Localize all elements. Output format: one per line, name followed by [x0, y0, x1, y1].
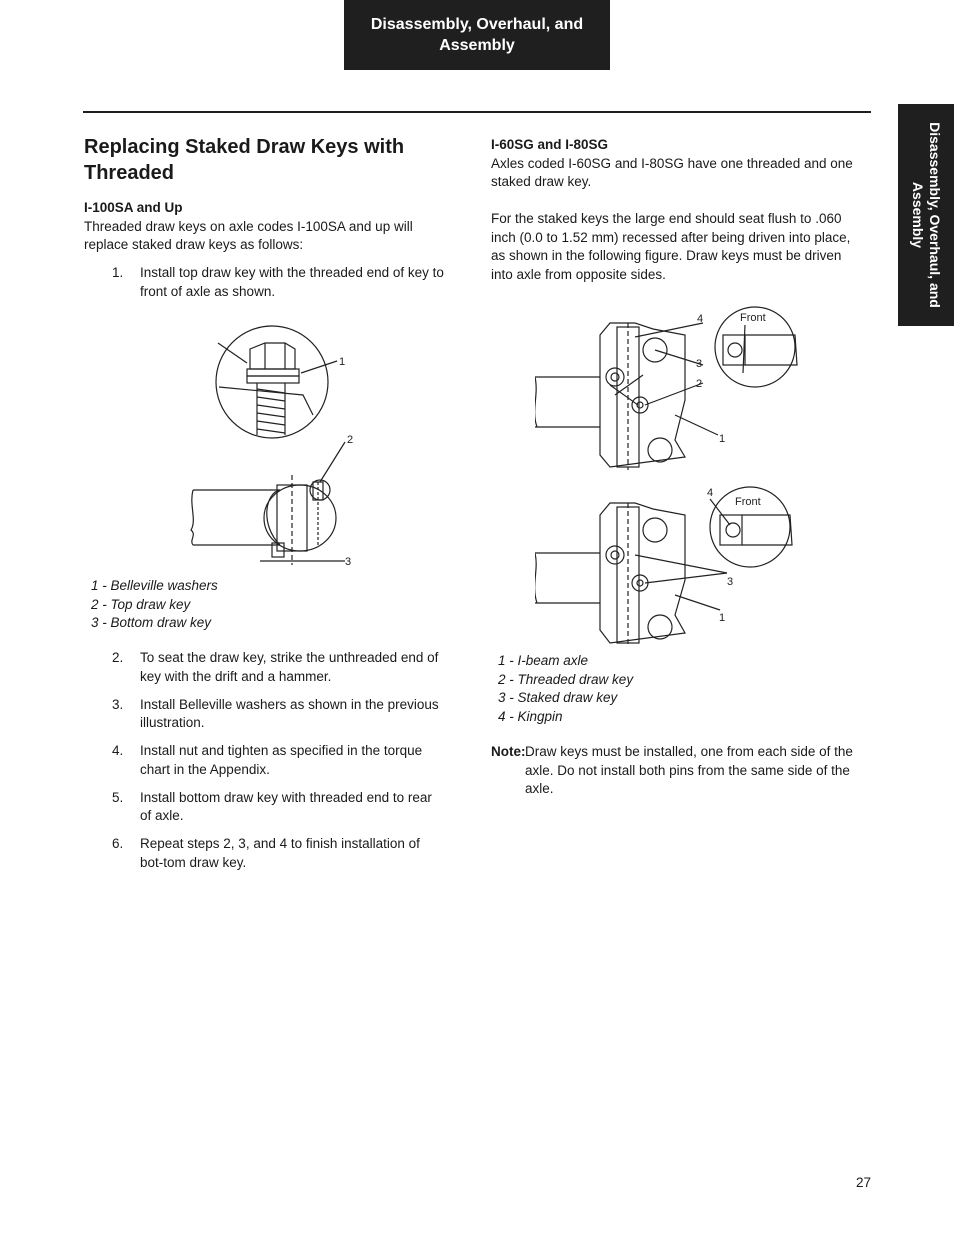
page-number: 27: [856, 1175, 872, 1190]
step-6: [84, 835, 444, 872]
step-number: 1.: [112, 265, 124, 280]
step-number: 3.: [112, 696, 124, 712]
subhead-i100sa: I-100SA and Up: [84, 200, 183, 215]
callout-2: 2: [696, 378, 703, 390]
label-front: Front: [735, 496, 761, 508]
callout-4: 4: [697, 313, 704, 325]
legend-item: 2 - Top draw key: [91, 596, 191, 612]
step-text: Install bottom draw key with threaded end to rear of axle.: [140, 789, 432, 823]
right-column: [491, 136, 853, 284]
callout-1: 1: [719, 433, 726, 445]
note-block: [491, 743, 853, 799]
figure-threaded-draw-key: [185, 325, 365, 570]
step-5: [84, 789, 444, 826]
page-title: Replacing Staked Draw Keys with Threaded: [84, 136, 405, 184]
step-text: Install Belleville washers as shown in the previous illustration.: [140, 696, 439, 730]
legend-item: 1 - Belleville washers: [91, 578, 218, 593]
legend-item: 2 - Threaded draw key: [498, 671, 634, 687]
note-label: Note:: [491, 744, 526, 759]
callout-4: 4: [707, 487, 714, 499]
subhead-i60sg: I-60SG and I-80SG: [491, 137, 609, 152]
side-section-tab: [898, 104, 954, 326]
legend-item: 3 - Bottom draw key: [91, 615, 212, 630]
paragraph-staked-keys: For the staked keys the large end should seat flush to .060 inch (0.0 to 1.52 mm) recessed after being driven into place, as shown in the following figure. Draw keys must be driven into axle from opposite sides.: [491, 211, 851, 282]
step-text: To seat the draw key, strike the unthreaded end of key with the drift and a hammer.: [140, 650, 439, 684]
legend-item: 1 - I-beam axle: [498, 653, 589, 668]
header-section-tab: Disassembly, Overhaul, and Assembly: [344, 0, 610, 70]
left-legend: [91, 577, 391, 633]
legend-item: 4 - Kingpin: [498, 708, 563, 724]
callout-3: 3: [727, 576, 734, 588]
step-text: Install nut and tighten as specified in the torque chart in the Appendix.: [140, 743, 423, 777]
side-tab-label: Disassembly, Overhaul, and Assembly: [910, 122, 943, 308]
right-legend: [498, 652, 798, 726]
header-rule: [83, 111, 871, 113]
step-text: Repeat steps 2, 3, and 4 to finish installation of bot-tom draw key.: [140, 836, 420, 870]
label-front: Front: [740, 312, 766, 324]
step-list-1: [84, 264, 444, 301]
step-number: 2.: [112, 650, 124, 665]
callout-2: 2: [347, 434, 354, 446]
callout-1: 1: [719, 612, 726, 624]
step-2: [84, 649, 444, 686]
step-number: 6.: [112, 836, 124, 851]
left-steps-continued: [84, 649, 444, 882]
legend-item: 3 - Staked draw key: [498, 690, 618, 705]
figure-staked-key-bottom: [535, 485, 805, 655]
left-column: [84, 134, 444, 311]
figure-staked-key-top: [535, 305, 805, 475]
callout-3: 3: [696, 358, 703, 370]
paragraph-coded: Axles coded I-60SG and I-80SG have one threaded and one staked draw key.: [491, 155, 853, 189]
step-number: 4.: [112, 743, 124, 758]
step-number: 5.: [112, 789, 124, 805]
callout-3: 3: [345, 556, 352, 568]
step-4: [84, 742, 444, 779]
intro-paragraph: Threaded draw keys on axle codes I-100SA and up will replace staked draw keys as follows:: [84, 218, 413, 252]
step-1: [84, 264, 444, 301]
step-text: Install top draw key with the threaded end of key to front of axle as shown.: [140, 265, 444, 299]
note-text: Draw keys must be installed, one from each side of the axle. Do not install both pins from the same side of the axle.: [525, 744, 853, 796]
step-3: [84, 696, 444, 733]
callout-1: 1: [339, 356, 346, 368]
